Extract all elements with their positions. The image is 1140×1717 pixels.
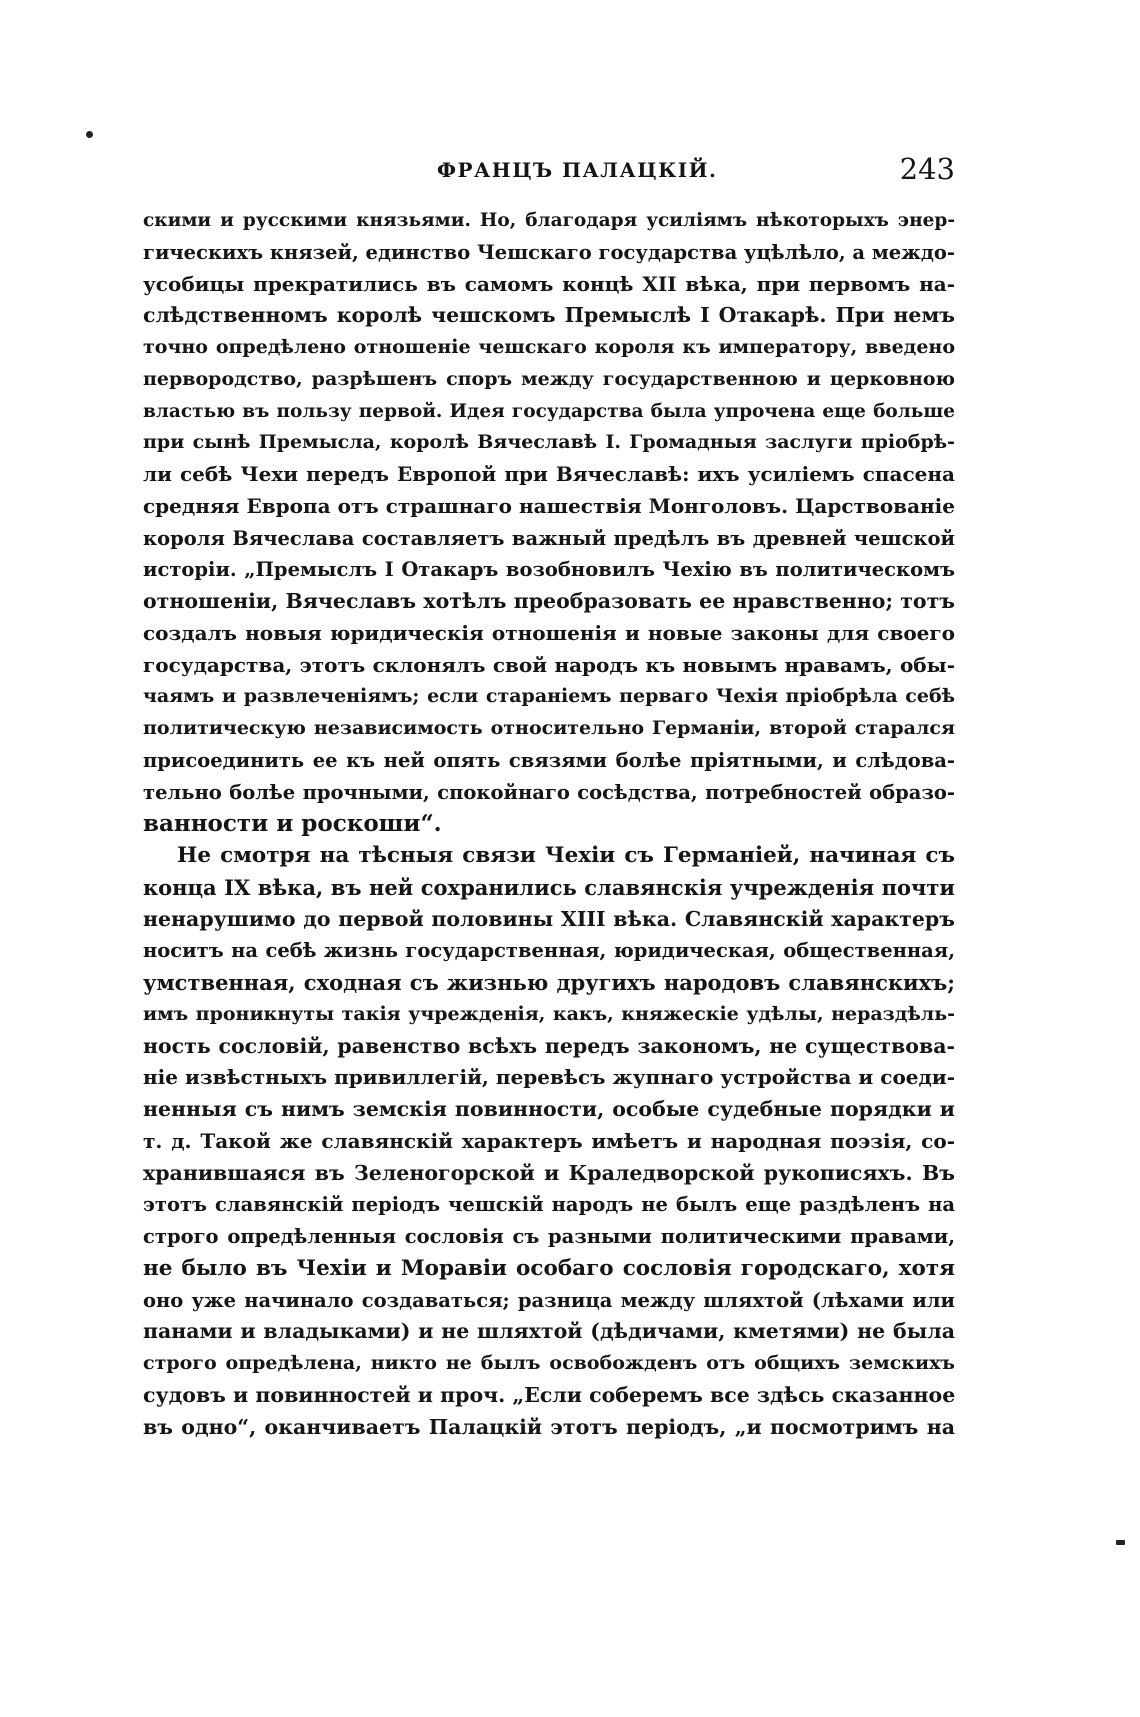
text-line: не было въ Чехіи и Моравіи особаго сословія городскаго, хотя <box>143 1255 955 1281</box>
text-line: тельно болѣе прочными, спокойнаго сосѣдства, потребностей образо- <box>143 780 955 804</box>
text-line: ность сословій, равенство всѣхъ передъ закономъ, не существова- <box>143 1033 955 1058</box>
text-line: политическую независимость относительно Германіи, второй старался <box>143 717 955 739</box>
text-line: государства, этотъ склонялъ свой народъ къ новымъ нравамъ, обы- <box>143 652 955 677</box>
text-line: умственная, сходная съ жизнью другихъ народовъ славянскихъ; <box>143 970 955 995</box>
text-line: хранившаяся въ Зеленогорской и Краледворской рукописяхъ. Въ <box>143 1160 955 1185</box>
running-title: ФРАНЦЪ ПАЛАЦКІЙ. <box>437 158 718 182</box>
text-line: первородство, разрѣшенъ споръ между государственною и церковною <box>143 367 955 390</box>
text-line: чаямъ и развлеченіямъ; если стараніемъ перваго Чехія пріобрѣла себѣ <box>143 685 955 708</box>
paragraph-2 <box>143 840 955 1443</box>
text-line: имъ проникнуты такія учрежденія, какъ, княжескіе удѣлы, нераздѣль- <box>143 1002 955 1025</box>
text-line: т. д. Такой же славянскій характеръ имѣетъ и народная поэзія, со- <box>143 1128 955 1153</box>
text-line: гическихъ князей, единство Чешскаго государства уцѣлѣло, а междо- <box>143 240 955 264</box>
page-number: 243 <box>899 152 955 186</box>
text-line: Не смотря на тѣсныя связи Чехіи съ Германіей, начиная съ <box>177 843 955 868</box>
text-line: ненныя съ нимъ земскія повинности, особые судебные порядки и <box>143 1097 955 1121</box>
text-line: короля Вячеслава составляетъ важный предѣлъ въ древней чешской <box>143 526 955 550</box>
text-line: ніе извѣстныхъ привиллегій, перевѣсъ жупнаго устройства и соеди- <box>143 1065 955 1090</box>
text-line: усобицы прекратились въ самомъ концѣ XII вѣка, при первомъ на- <box>143 271 955 296</box>
scan-speck <box>1116 1540 1125 1545</box>
text-line: ненарушимо до первой половины XIII вѣка. Славянскій характеръ <box>143 906 955 931</box>
text-line: создалъ новыя юридическія отношенія и новые законы для своего <box>143 620 955 645</box>
text-line: присоединить ее къ ней опять связями болѣе пріятными, и слѣдова- <box>143 748 955 772</box>
text-line: слѣдственномъ королѣ чешскомъ Премыслѣ I Отакарѣ. При немъ <box>143 303 955 328</box>
text-line: ли себѣ Чехи передъ Европой при Вячеславѣ: ихъ усиліемъ спасена <box>143 462 955 486</box>
text-line: средняя Европа отъ страшнаго нашествія Монголовъ. Царствованіе <box>143 493 955 518</box>
scan-speck <box>86 131 93 138</box>
text-line: строго опредѣлена, никто не былъ освобожденъ отъ общихъ земскихъ <box>143 1352 955 1374</box>
text-line: въ одно“, оканчиваетъ Палацкій этотъ періодъ, „и посмотримъ на <box>143 1414 955 1439</box>
text-line: судовъ и повинностей и проч. „Если соберемъ все здѣсь сказанное <box>143 1382 955 1407</box>
text-line: властью въ пользу первой. Идея государства была упрочена еще больше <box>143 400 955 422</box>
body-text <box>143 205 955 1443</box>
paragraph-1 <box>143 205 955 840</box>
text-line: носитъ на себѣ жизнь государственная, юридическая, общественная, <box>143 939 955 963</box>
text-line: этотъ славянскій періодъ чешскій народъ не былъ еще раздѣленъ на <box>143 1193 955 1217</box>
text-line: исторіи. „Премыслъ I Отакаръ возобновилъ Чехію въ политическомъ <box>143 558 955 582</box>
page-header <box>143 152 955 192</box>
text-line: оно уже начинало создаваться; разница между шляхтой (лѣхами или <box>143 1288 955 1312</box>
text-line: ванности и роскоши“. <box>143 810 442 838</box>
text-line: скими и русскими князьями. Но, благодаря усиліямъ нѣкоторыхъ энер- <box>143 210 955 231</box>
text-line: строго опредѣленныя сословія съ разными политическими правами, <box>143 1225 955 1248</box>
text-line: конца IX вѣка, въ ней сохранились славянскія учрежденія почти <box>143 874 955 900</box>
text-line: отношеніи, Вячеславъ хотѣлъ преобразовать ее нравственно; тотъ <box>143 589 955 613</box>
text-line: точно опредѣлено отношеніе чешскаго короля къ императору, введено <box>143 336 955 358</box>
text-line: при сынѣ Премысла, королѣ Вячеславѣ I. Громадныя заслуги пріобрѣ- <box>143 431 955 454</box>
text-line: панами и владыками) и не шляхтой (дѣдичами, кметями) не была <box>143 1319 955 1344</box>
